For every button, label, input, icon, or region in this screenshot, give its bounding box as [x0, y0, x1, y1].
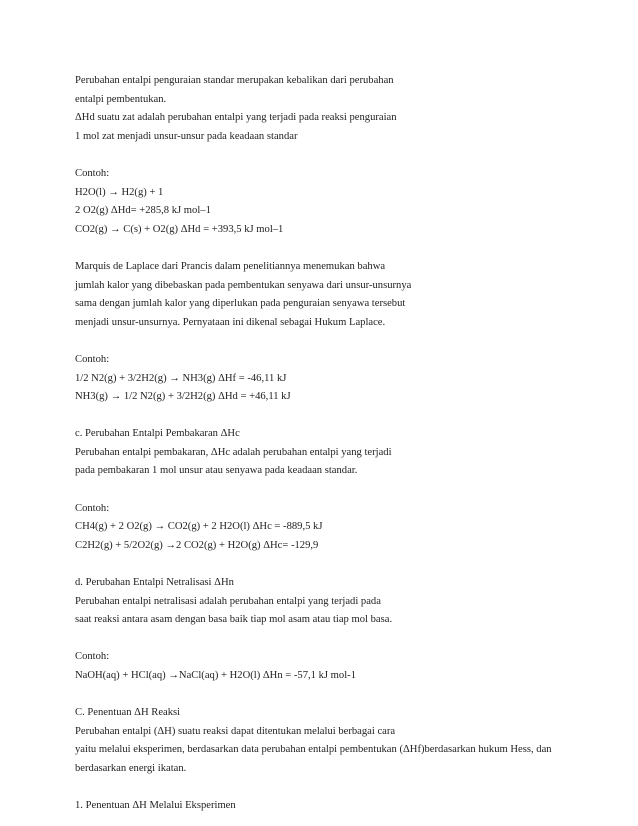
text-line: Perubahan entalpi netralisasi adalah perubahan entalpi yang terjadi pada — [75, 595, 381, 607]
text-line: entalpi pembentukan. — [75, 93, 167, 105]
text-line: d. Perubahan Entalpi Netralisasi ΔHn — [75, 577, 234, 589]
text-line: saat reaksi antara asam dengan basa baik tiap mol asam atau tiap mol basa. — [75, 614, 393, 626]
paragraph-gap — [75, 555, 605, 574]
paragraph-gap — [75, 146, 605, 165]
text-line: Perubahan entalpi penguraian standar merupakan kebalikan dari perubahan — [75, 75, 394, 86]
text-line: pada pembakaran 1 mol unsur atau senyawa pada keadaan standar. — [75, 465, 358, 477]
paragraph-gap — [75, 779, 605, 798]
text-line: NH3(g) → 1/2 N2(g) + 3/2H2(g) ΔHd = +46,11 kJ — [75, 391, 291, 403]
text-line: 1 mol zat menjadi unsur-unsur pada keadaan standar — [75, 130, 298, 142]
text-line: Contoh: — [75, 651, 110, 663]
text-line: CH4(g) + 2 O2(g) → CO2(g) + 2 H2O(l) ΔHc = -889,5 kJ — [75, 521, 323, 533]
text-line: berdasarkan energi ikatan. — [75, 762, 187, 774]
text-line: 2 O2(g) ΔHd= +285,8 kJ mol–1 — [75, 205, 211, 217]
paragraph-gap — [75, 239, 605, 258]
text-line: Perubahan entalpi pembakaran, ΔHc adalah perubahan entalpi yang terjadi — [75, 446, 392, 458]
document-text — [75, 72, 605, 816]
text-line: 1. Penentuan ΔH Melalui Eksperimen — [75, 800, 236, 812]
text-line: ΔHd suatu zat adalah perubahan entalpi yang terjadi pada reaksi penguraian — [75, 112, 397, 124]
text-line: C. Penentuan ΔH Reaksi — [75, 707, 181, 719]
text-line: 1/2 N2(g) + 3/2H2(g) → NH3(g) ΔHf = -46,11 kJ — [75, 372, 287, 384]
text-line: H2O(l) → H2(g) + 1 — [75, 186, 164, 198]
text-line: Contoh: — [75, 502, 110, 514]
text-line: sama dengan jumlah kalor yang diperlukan pada penguraian senyawa tersebut — [75, 298, 406, 310]
paragraph-gap — [75, 407, 605, 426]
text-line: Marquis de Laplace dari Prancis dalam penelitiannya menemukan bahwa — [75, 260, 386, 272]
paragraph-gap — [75, 481, 605, 500]
paragraph-gap — [75, 686, 605, 705]
paragraph-gap — [75, 630, 605, 649]
text-line: Perubahan entalpi (ΔH) suatu reaksi dapat ditentukan melalui berbagai cara — [75, 725, 396, 737]
text-line: NaOH(aq) + HCl(aq) →NaCl(aq) + H2O(l) ΔHn = -57,1 kJ mol-1 — [75, 670, 356, 681]
text-line: Contoh: — [75, 353, 110, 365]
text-line: Contoh: — [75, 167, 110, 179]
text-line: c. Perubahan Entalpi Pembakaran ΔHc — [75, 428, 240, 440]
text-line: jumlah kalor yang dibebaskan pada pembentukan senyawa dari unsur-unsurnya — [75, 279, 412, 291]
text-line: yaitu melalui eksperimen, berdasarkan data perubahan entalpi pembentukan (ΔHf)berdasarkan hukum Hess, dan — [75, 744, 552, 756]
text-line: C2H2(g) + 5/2O2(g) →2 CO2(g) + H2O(g) ΔHc= -129,9 — [75, 539, 319, 551]
text-line: CO2(g) → C(s) + O2(g) ΔHd = +393,5 kJ mol–1 — [75, 223, 284, 235]
paragraph-gap — [75, 332, 605, 351]
text-line: menjadi unsur-unsurnya. Pernyataan ini dikenal sebagai Hukum Laplace. — [75, 316, 386, 328]
